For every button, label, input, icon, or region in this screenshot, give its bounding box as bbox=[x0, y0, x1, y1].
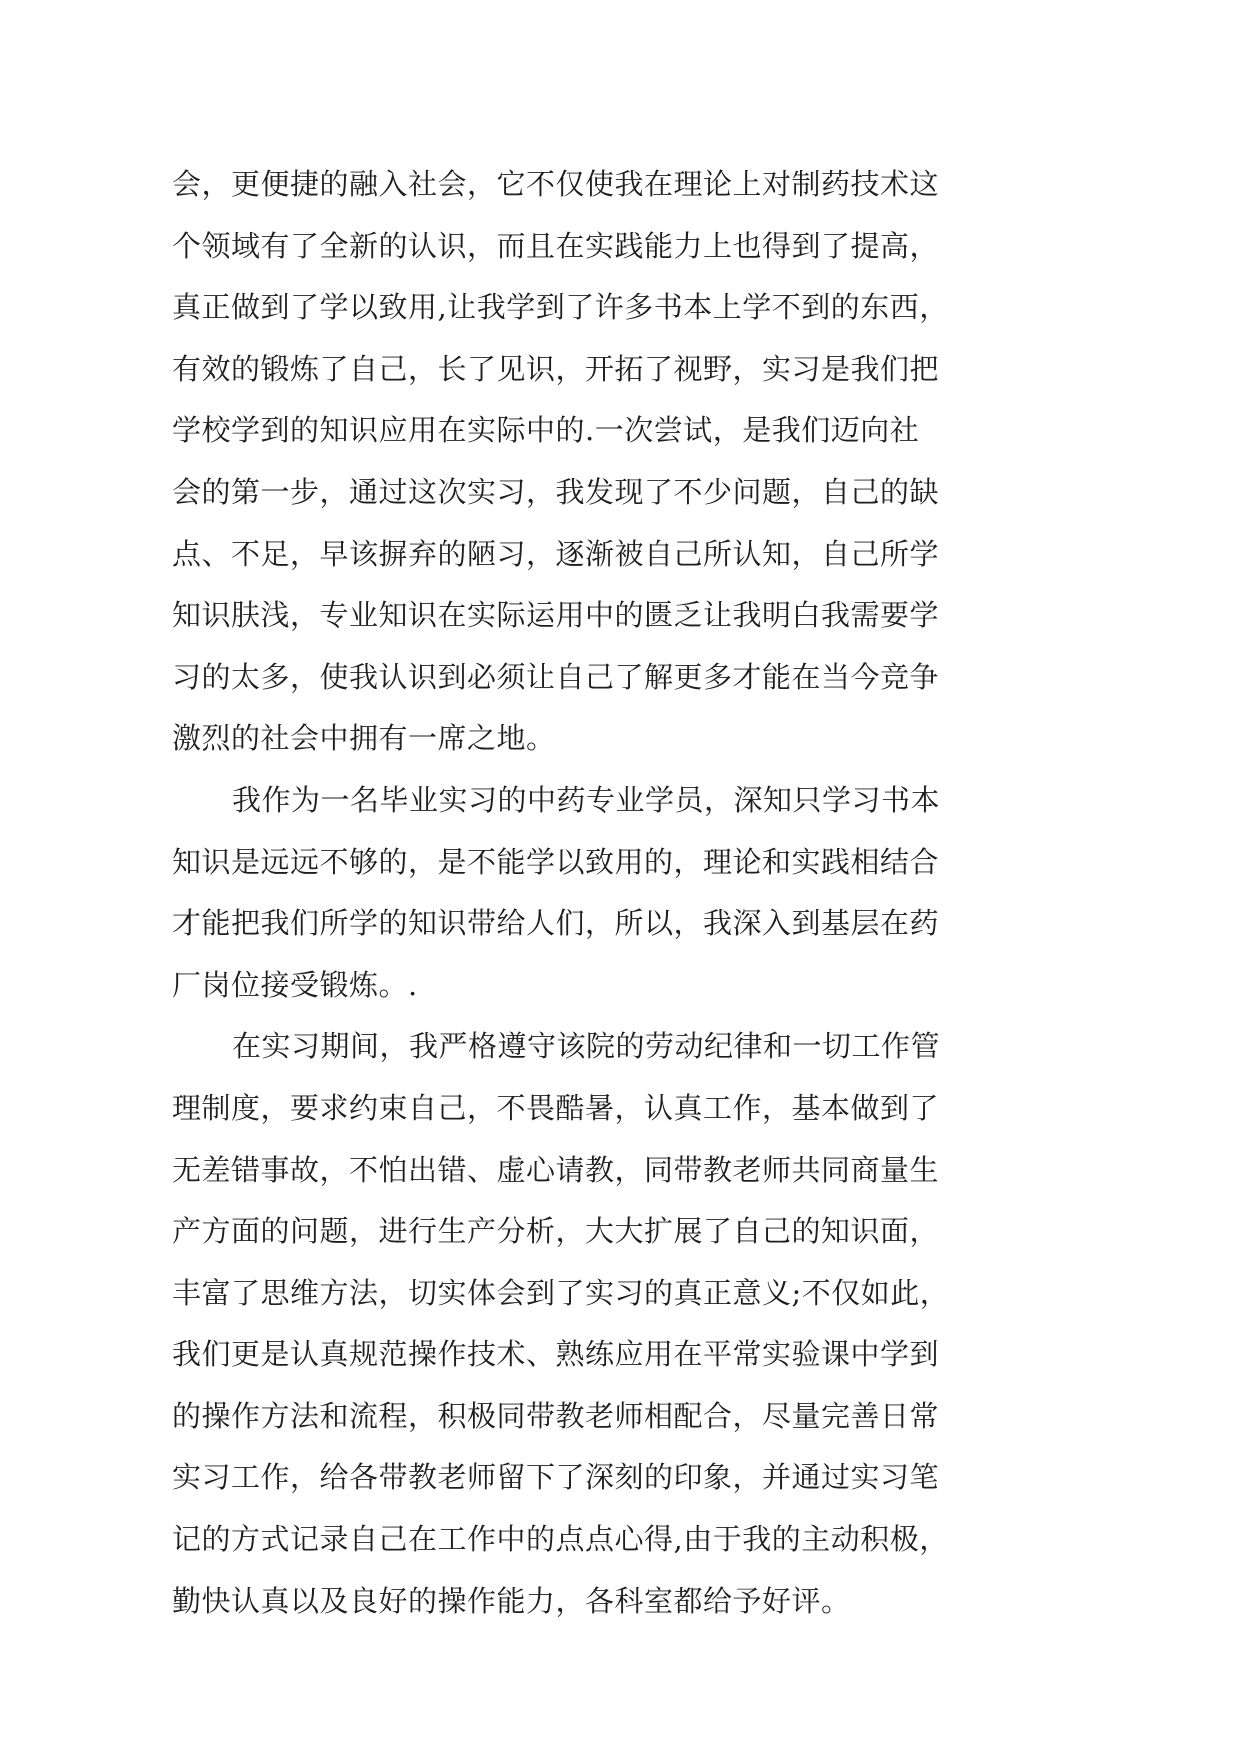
text-line: 个领域有了全新的认识，而且在实践能力上也得到了提高， bbox=[172, 228, 940, 263]
document-body bbox=[172, 154, 1032, 1632]
text-line: 记的方式记录自己在工作中的点点心得,由于我的主动积极， bbox=[172, 1522, 949, 1557]
text-line: 会，更便捷的融入社会，它不仅使我在理论上对制药技术这 bbox=[172, 167, 940, 201]
text-line: 厂岗位接受锻炼。. bbox=[172, 967, 418, 1002]
text-line: 有效的锻炼了自己，长了见识，开拓了视野，实习是我们把 bbox=[172, 351, 940, 386]
text-line: 无差错事故，不怕出错、虚心请教，同带教老师共同商量生 bbox=[172, 1152, 940, 1187]
text-line: 我作为一名毕业实习的中药专业学员，深知只学习书本 bbox=[232, 782, 941, 817]
text-line: 知识肤浅，专业知识在实际运用中的匮乏让我明白我需要学 bbox=[172, 598, 940, 633]
text-line: 习的太多，使我认识到必须让自己了解更多才能在当今竞争 bbox=[172, 659, 940, 694]
text-line: 在实习期间，我严格遵守该院的劳动纪律和一切工作管 bbox=[232, 1029, 941, 1064]
text-line: 产方面的问题，进行生产分析，大大扩展了自己的知识面， bbox=[172, 1214, 940, 1249]
text-line: 真正做到了学以致用,让我学到了许多书本上学不到的东西， bbox=[172, 290, 949, 325]
paragraph-2 bbox=[172, 770, 1032, 1016]
text-line: 才能把我们所学的知识带给人们，所以，我深入到基层在药 bbox=[172, 906, 940, 941]
paragraph-3 bbox=[172, 1016, 1032, 1632]
text-line: 的操作方法和流程，积极同带教老师相配合，尽量完善日常 bbox=[172, 1398, 940, 1433]
text-line: 激烈的社会中拥有一席之地。 bbox=[172, 721, 556, 756]
text-line: 点、不足，早该摒弃的陋习，逐渐被自己所认知，自己所学 bbox=[172, 536, 940, 571]
text-line: 理制度，要求约束自己，不畏酷暑，认真工作，基本做到了 bbox=[172, 1090, 940, 1125]
text-line: 丰富了思维方法，切实体会到了实习的真正意义;不仅如此， bbox=[172, 1275, 950, 1310]
text-line: 会的第一步，通过这次实习，我发现了不少问题，自己的缺 bbox=[172, 474, 940, 509]
text-line: 我们更是认真规范操作技术、熟练应用在平常实验课中学到 bbox=[172, 1337, 940, 1372]
paragraph-1 bbox=[172, 154, 1032, 770]
text-line: 实习工作，给各带教老师留下了深刻的印象，并通过实习笔 bbox=[172, 1460, 940, 1495]
text-line: 勤快认真以及良好的操作能力，各科室都给予好评。 bbox=[172, 1583, 851, 1618]
text-line: 学校学到的知识应用在实际中的.一次尝试，是我们迈向社 bbox=[172, 413, 920, 448]
text-line: 知识是远远不够的，是不能学以致用的，理论和实践相结合 bbox=[172, 844, 940, 879]
